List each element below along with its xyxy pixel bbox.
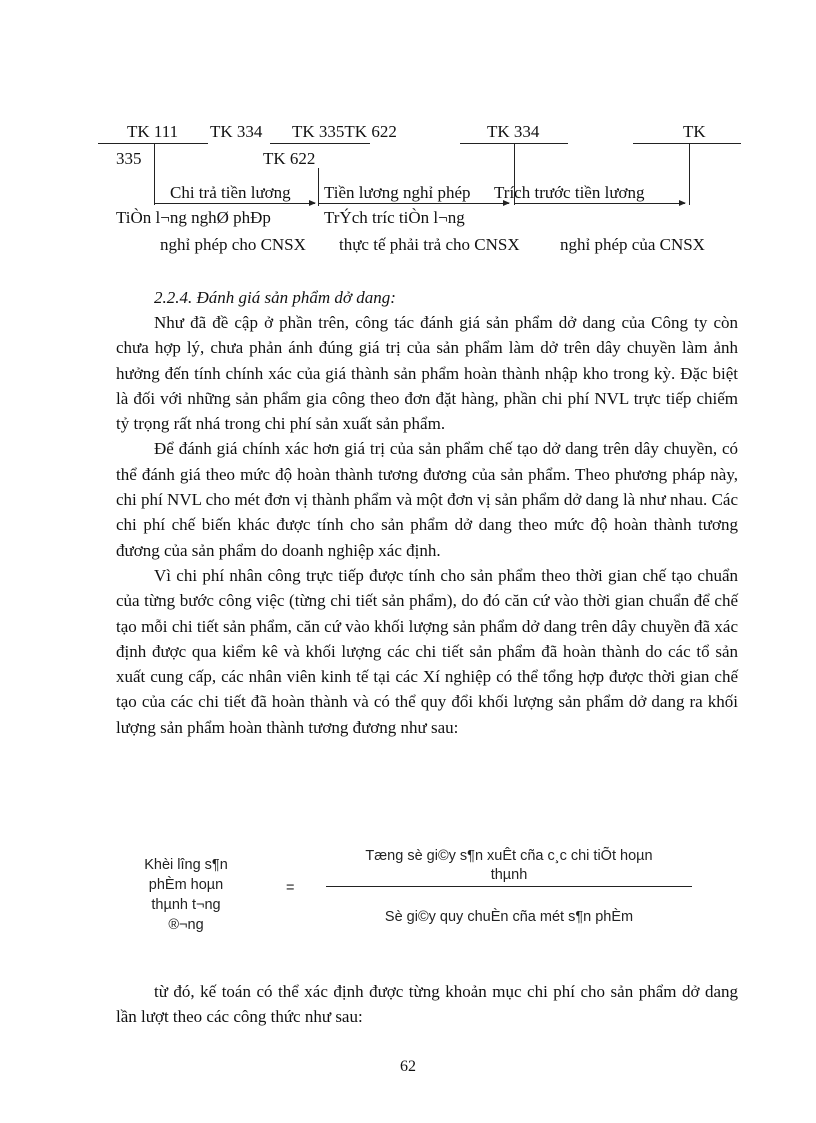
account-tk334: TK 334 [210, 122, 263, 141]
t-account-vertical [689, 143, 690, 205]
fraction-bar [326, 886, 692, 887]
account-tk334-second: TK 334 [487, 122, 540, 141]
page-number: 62 [400, 1058, 416, 1075]
flow-arrow [155, 203, 315, 204]
sublabel-2: thực tế phải trả cho CNSX [339, 235, 520, 254]
flow-arrow [515, 203, 685, 204]
formula-equals: = [286, 880, 295, 896]
account-tk622: TK 622 [263, 149, 316, 168]
account-335-continued: 335 [116, 149, 142, 168]
flow-label-chi-tra: Chi trả tiền lương [170, 183, 291, 202]
t-account-vertical [154, 143, 155, 205]
formula-numerator-cont: thµnh [490, 867, 528, 883]
account-tk-end: TK [683, 122, 706, 141]
sublabel-3: nghỉ phép của CNSX [560, 235, 705, 254]
formula-left-line: ®¬ng [168, 917, 204, 933]
flow-label-tien-luong-nghi-phep: Tiền lương nghỉ phép [324, 183, 471, 202]
paragraph: Vì chi phí nhân công trực tiếp được tính cho sản phẩm theo thời gian chế tạo chuẩn của từng bước công việc (từng chi tiết sản phẩm), do đó căn cứ vào thời gian chuẩn để chế tạo mỗi chi tiết sản phẩm, căn cứ vào khối lượng sản phẩm dở dang trên dây chuyền đã xác định được qua kiểm kê và khối lượng các chi tiết sản phẩm đã hoàn thành do các tổ sản xuất cung cấp, các nhân viên kinh tế tại các Xí nghiệp có thể tổng hợp được thời gian chế tạo của các chi tiết đã hoàn thành và có thể quy đổi khối lượng sản phẩm dở dang ra khối lượng sản phẩm hoàn thành tương đương như sau: [116, 565, 738, 737]
formula-left-term [124, 855, 248, 935]
paragraph: Để đánh giá chính xác hơn giá trị của sản phẩm chế tạo dở dang trên dây chuyền, có thể đánh giá theo mức độ hoàn thành tương đương của sản phẩm. Theo phương pháp này, chi phí NVL cho mét đơn vị thành phẩm và một đơn vị sản phẩm dở dang là như nhau. Các chi phí chế biến khác được tính cho sản phẩm dở dang theo mức độ hoàn thành tương đương của sản phẩm do doanh nghiệp xác định. [116, 439, 738, 560]
t-account-line [98, 143, 208, 144]
section-heading: 2.2.4. Đánh giá sản phẩm dở dang: [154, 288, 396, 307]
body-text [116, 310, 738, 740]
t-account-vertical [318, 168, 319, 206]
flow-arrow [319, 203, 509, 204]
sublabel-1: nghỉ phép cho CNSX [160, 235, 306, 254]
garbled-label-2: TrÝch tríc tiÒn l¬ng [324, 208, 465, 227]
formula-left-line: thµnh t¬ng [151, 897, 221, 913]
formula-denominator: Sè gi©y quy chuÈn cña mét s¶n phÈm [384, 909, 634, 925]
formula-left-line: phÈm hoµn [148, 877, 224, 893]
garbled-label-1: TiÒn l¬ng nghØ phÐp [116, 208, 271, 227]
formula-left-line: Khèi lîng s¶n [144, 857, 228, 873]
account-tk111: TK 111 [127, 122, 179, 141]
formula-numerator: Tæng sè gi©y s¶n xuÊt cña c¸c chi tiÕt hoµn [365, 848, 653, 864]
t-account-line [633, 143, 741, 144]
paragraph: Như đã đề cập ở phần trên, công tác đánh giá sản phẩm dở dang của Công ty còn chưa hợp lý, chưa phản ánh đúng giá trị của sản phẩm làm dở trên dây chuyền làm ảnh hưởng đến tính chính xác của giá thành sản phẩm hoàn thành nhập kho trong kỳ. Đặc biệt là đối với những sản phẩm gia công theo đơn đặt hàng, phần chi phí NVL trực tiếp chiếm tỷ trọng rất nhá trong chi phí sản xuất sản phẩm. [116, 313, 738, 434]
t-account-line [270, 143, 370, 144]
paragraph: từ đó, kế toán có thể xác định được từng khoản mục chi phí cho sản phẩm dở dang lần lượt theo các công thức như sau: [116, 982, 738, 1027]
flow-label-trich-truoc: Trích trước tiền lương [494, 183, 645, 202]
account-tk335-tk622: TK 335TK 622 [292, 122, 397, 141]
closing-text [116, 979, 738, 1030]
